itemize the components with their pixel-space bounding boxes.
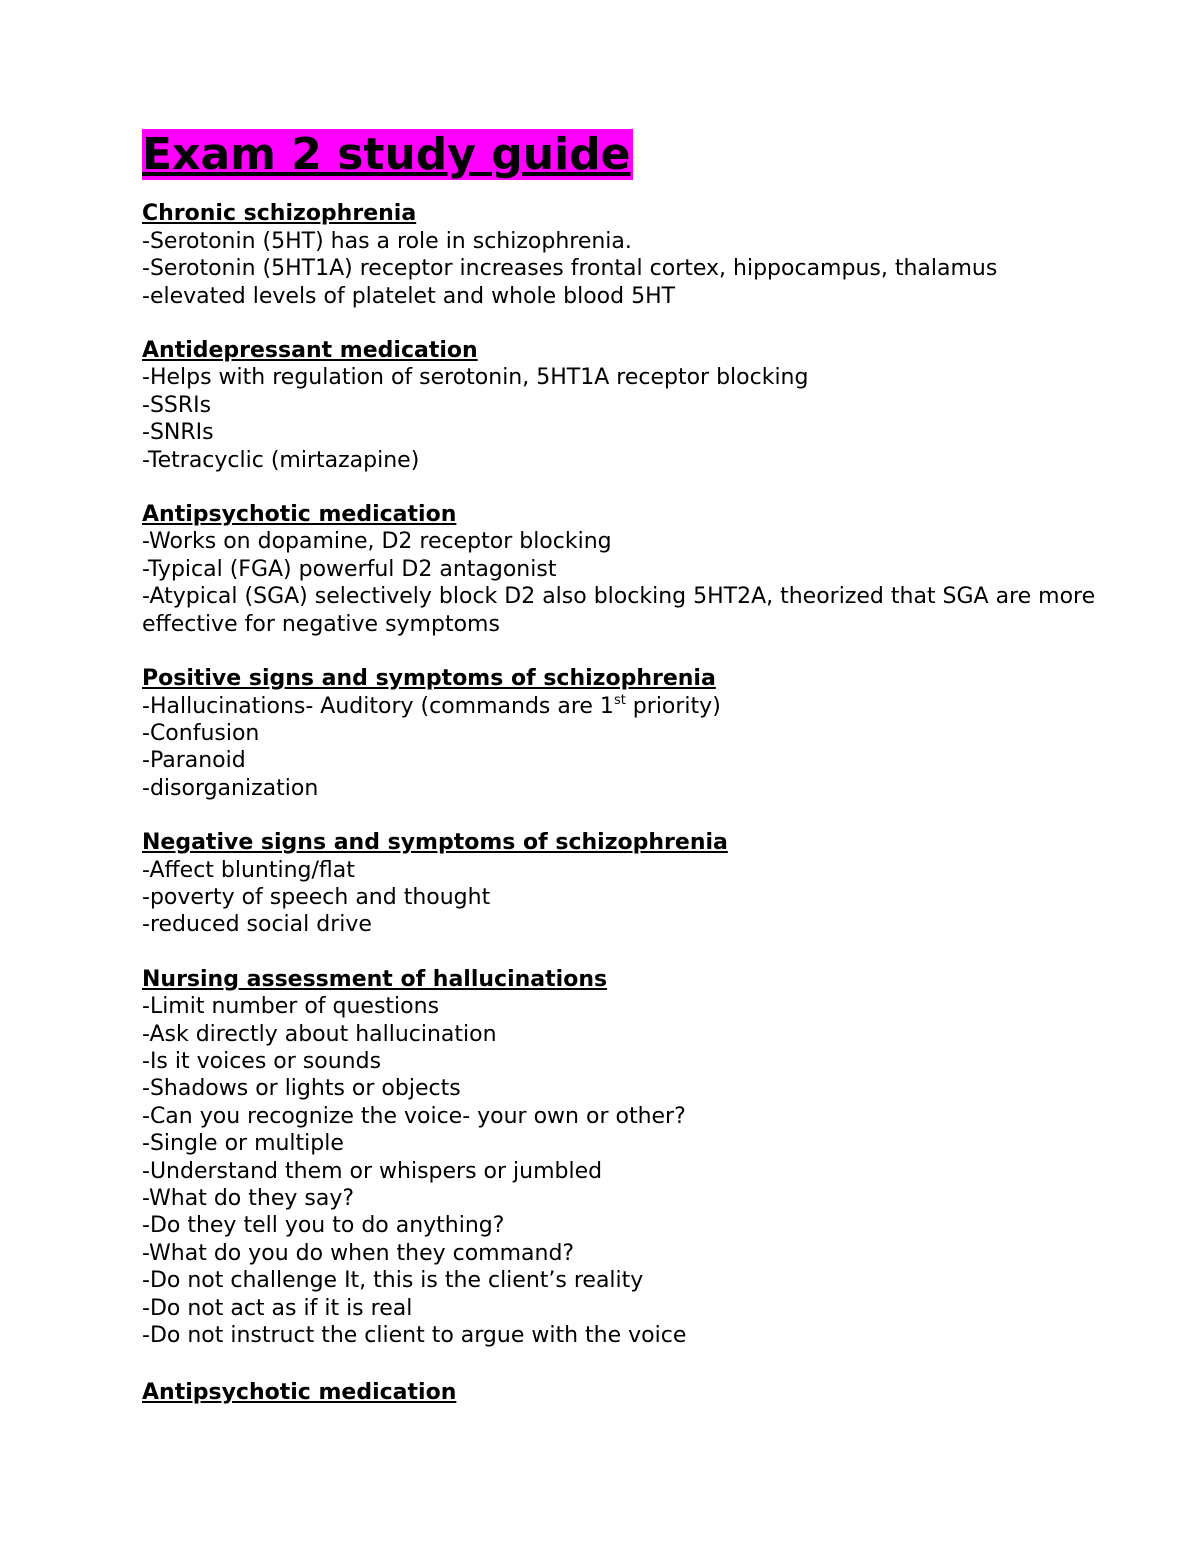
list-item: -reduced social drive xyxy=(142,912,372,938)
bullet-list xyxy=(142,364,1142,474)
list-item: -Can you recognize the voice- your own or other? xyxy=(142,1103,686,1129)
list-item: -Is it voices or sounds xyxy=(142,1048,382,1074)
list-item: -Confusion xyxy=(142,720,260,746)
section-chronic-schizophrenia xyxy=(142,200,1142,310)
list-item: -Typical (FGA) powerful D2 antagonist xyxy=(142,556,557,582)
section-heading: Antidepressant medication xyxy=(142,338,478,364)
superscript-st: st xyxy=(613,692,626,708)
hallucinations-text-end: priority) xyxy=(625,693,721,719)
list-item: -Serotonin (5HT) has a role in schizophrenia. xyxy=(142,228,632,254)
section-heading: Antipsychotic medication xyxy=(142,1380,457,1406)
section-heading: Chronic schizophrenia xyxy=(142,201,417,227)
section-heading: Positive signs and symptoms of schizophrenia xyxy=(142,666,716,692)
list-item: -Ask directly about hallucination xyxy=(142,1021,497,1047)
list-item: -Do not instruct the client to argue with the voice xyxy=(142,1323,687,1349)
list-item: -Shadows or lights or objects xyxy=(142,1076,461,1102)
list-item: -Tetracyclic (mirtazapine) xyxy=(142,447,420,473)
bullet-list xyxy=(142,228,1142,310)
document-title xyxy=(142,129,633,180)
list-item: -SNRIs xyxy=(142,420,214,446)
list-item: -elevated levels of platelet and whole blood 5HT xyxy=(142,283,676,309)
bullet-list xyxy=(142,857,1142,939)
list-item: -poverty of speech and thought xyxy=(142,884,491,910)
list-item: -Paranoid xyxy=(142,748,246,774)
list-item: -Atypical (SGA) selectively block D2 also blocking 5HT2A, theorized that SGA are more effective for negative symptoms xyxy=(142,584,1096,637)
list-item: -What do they say? xyxy=(142,1186,355,1211)
section-heading: Antipsychotic medication xyxy=(142,502,457,528)
bullet-list xyxy=(142,993,1142,1349)
section-nursing-assessment xyxy=(142,966,1142,1350)
list-item-hallucinations xyxy=(142,693,1142,720)
list-item: -Do not challenge It, this is the client’s reality xyxy=(142,1268,644,1294)
list-item: -Works on dopamine, D2 receptor blocking xyxy=(142,529,612,555)
list-item: -Understand them or whispers or jumbled xyxy=(142,1158,603,1184)
section-antidepressant-medication xyxy=(142,337,1142,474)
section-heading: Nursing assessment of hallucinations xyxy=(142,966,608,992)
list-item: -Do they tell you to do anything? xyxy=(142,1213,505,1239)
list-item: -Serotonin (5HT1A) receptor increases frontal cortex, hippocampus, thalamus xyxy=(142,256,998,282)
list-item: -SSRIs xyxy=(142,392,212,418)
section-heading: Negative signs and symptoms of schizophrenia xyxy=(142,830,728,856)
list-item: -Single or multiple xyxy=(142,1131,344,1157)
section-negative-symptoms xyxy=(142,829,1142,939)
document-body xyxy=(142,129,1142,1407)
list-item: -Affect blunting/flat xyxy=(142,857,355,883)
list-item: -Do not act as if it is real xyxy=(142,1295,413,1321)
document-title-text: Exam 2 study guide xyxy=(142,129,631,180)
list-item: -Helps with regulation of serotonin, 5HT1A receptor blocking xyxy=(142,365,809,391)
list-item: -What do you do when they command? xyxy=(142,1240,575,1266)
section-positive-symptoms xyxy=(142,665,1142,802)
section-antipsychotic-medication-2 xyxy=(142,1379,1142,1406)
bullet-list xyxy=(142,693,1142,803)
section-antipsychotic-medication xyxy=(142,501,1142,638)
hallucinations-text: -Hallucinations- Auditory (commands are 1 xyxy=(142,693,614,719)
bullet-list xyxy=(142,528,1142,638)
list-item: -Limit number of questions xyxy=(142,994,440,1020)
list-item: -disorganization xyxy=(142,775,319,801)
